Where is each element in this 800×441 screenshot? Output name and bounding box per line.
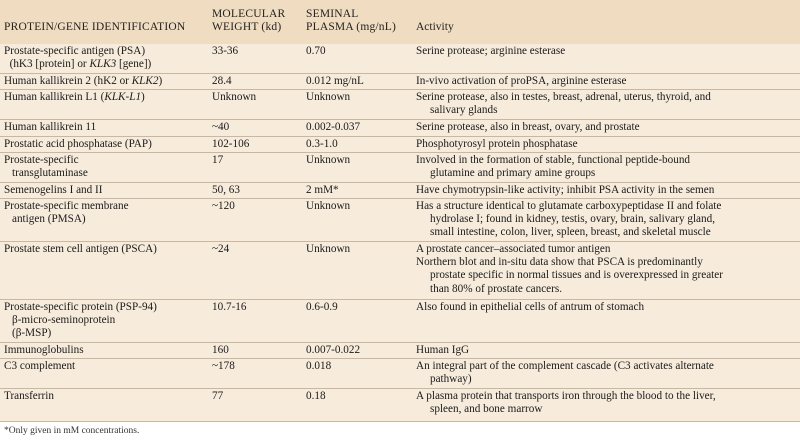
- identification-cell: Prostate-specific membrane antigen (PMSA): [4, 200, 129, 226]
- table-row: [0, 152, 800, 182]
- table-row: [0, 136, 800, 152]
- plasma-cell: Unknown: [306, 200, 351, 212]
- identification-cell: C3 complement: [4, 360, 76, 372]
- table-row: [0, 89, 800, 119]
- weight-cell: 28.4: [212, 75, 232, 87]
- activity-cell: Involved in the formation of stable, functional peptide-bound glutamine and primary amine groups: [416, 154, 691, 180]
- weight-cell: 10.7-16: [212, 301, 247, 313]
- weight-cell: 102-106: [212, 138, 250, 150]
- activity-cell: Phosphotyrosyl protein phosphatase: [416, 138, 578, 150]
- identification-cell: Semenogelins I and II: [4, 184, 103, 196]
- weight-cell: 17: [212, 154, 224, 166]
- activity-cell: Serine protease, also in testes, breast, adrenal, uterus, thyroid, and salivary glands: [416, 91, 711, 117]
- header-identification: PROTEIN/GENE IDENTIFICATION: [4, 21, 186, 33]
- activity-cell: In-vivo activation of proPSA, arginine esterase: [416, 75, 627, 87]
- table-row: [0, 198, 800, 241]
- plasma-cell: 0.012 mg/nL: [306, 75, 364, 87]
- table-header: [0, 0, 800, 44]
- table-row: [0, 119, 800, 136]
- plasma-cell: Unknown: [306, 243, 351, 255]
- identification-cell: Prostate stem cell antigen (PSCA): [4, 243, 157, 255]
- plasma-cell: 0.018: [306, 360, 332, 372]
- table-footnote: *Only given in mM concentrations.: [4, 426, 140, 436]
- table-row: [0, 241, 800, 299]
- identification-cell: Prostatic acid phosphatase (PAP): [4, 138, 152, 150]
- plasma-cell: Unknown: [306, 91, 351, 103]
- weight-cell: ~120: [212, 200, 235, 212]
- identification-cell: Prostate-specific antigen (PSA) (hK3 [protein] or KLK3 [gene]): [4, 45, 152, 71]
- activity-cell: Have chymotrypsin-like activity; inhibit PSA activity in the semen: [416, 184, 715, 196]
- plasma-cell: 0.18: [306, 390, 326, 402]
- identification-cell: Prostate-specific protein (PSP-94) β-micro-seminoprotein (β-MSP): [4, 301, 157, 340]
- weight-cell: 77: [212, 390, 224, 402]
- table-row: [0, 44, 800, 73]
- activity-cell: Serine protease, also in breast, ovary, and prostate: [416, 121, 640, 133]
- activity-cell: Also found in epithelial cells of antrum of stomach: [416, 301, 645, 313]
- identification-cell: Prostate-specific transglutaminase: [4, 154, 88, 180]
- identification-cell: Human kallikrein 11: [4, 121, 97, 133]
- header-activity: Activity: [416, 21, 454, 33]
- activity-cell: A plasma protein that transports iron through the blood to the liver, spleen, and bone marrow: [416, 390, 716, 416]
- table-body: [0, 44, 800, 421]
- weight-cell: ~24: [212, 243, 230, 255]
- identification-cell: Human kallikrein L1 (KLK-L1): [4, 91, 145, 103]
- plasma-cell: Unknown: [306, 154, 351, 166]
- plasma-cell: 0.007-0.022: [306, 344, 361, 356]
- header-weight: MOLECULAR WEIGHT (kd): [212, 8, 286, 33]
- table-row: [0, 358, 800, 388]
- table-row: [0, 299, 800, 342]
- weight-cell: 160: [212, 344, 229, 356]
- identification-cell: Transferrin: [4, 390, 54, 402]
- weight-cell: ~40: [212, 121, 230, 133]
- weight-cell: 50, 63: [212, 184, 240, 196]
- table-row: [0, 388, 800, 421]
- weight-cell: Unknown: [212, 91, 257, 103]
- table-row: [0, 342, 800, 358]
- table-row: [0, 73, 800, 89]
- table-bottom-rule: [0, 421, 800, 422]
- identification-cell: Immunoglobulins: [4, 344, 84, 356]
- activity-cell: A prostate cancer–associated tumor antigen Northern blot and in-situ data show that PSCA is predominantly prostate specific in normal tissues and is overexpressed in greater than 80% of prostate cancers.: [416, 243, 723, 295]
- plasma-cell: 0.3-1.0: [306, 138, 338, 150]
- plasma-cell: 2 mM*: [306, 184, 339, 196]
- plasma-cell: 0.6-0.9: [306, 301, 338, 313]
- plasma-cell: 0.002-0.037: [306, 121, 361, 133]
- identification-cell: Human kallikrein 2 (hK2 or KLK2): [4, 75, 163, 87]
- table-row: [0, 182, 800, 198]
- plasma-cell: 0.70: [306, 45, 326, 57]
- header-plasma: SEMINAL PLASMA (mg/nL): [306, 8, 397, 33]
- activity-cell: An integral part of the complement cascade (C3 activates alternate pathway): [416, 360, 714, 386]
- weight-cell: ~178: [212, 360, 235, 372]
- activity-cell: Serine protease; arginine esterase: [416, 45, 566, 57]
- activity-cell: Has a structure identical to glutamate carboxypeptidase II and folate hydrolase I; found in kidney, testis, ovary, brain, salivary gland, small intestine, colon, liver, spleen, breast, and skeletal muscle: [416, 200, 722, 239]
- activity-cell: Human IgG: [416, 344, 470, 356]
- weight-cell: 33-36: [212, 45, 239, 57]
